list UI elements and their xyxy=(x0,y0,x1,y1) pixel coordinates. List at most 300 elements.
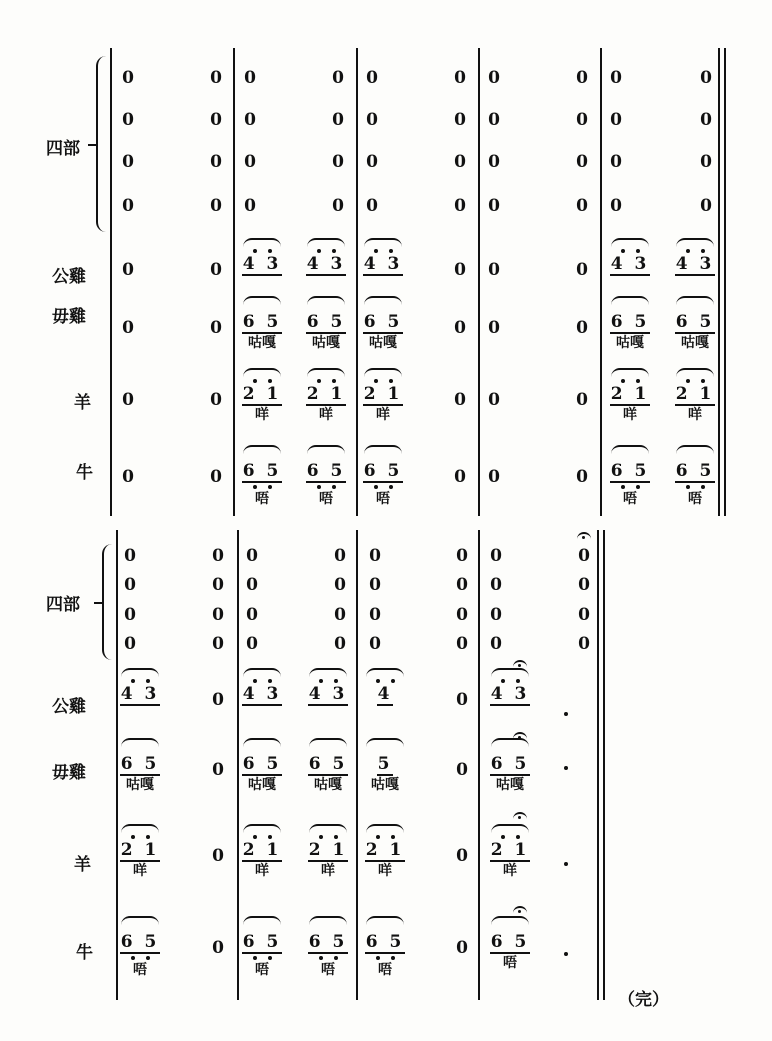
lyric: 咕嘎 xyxy=(616,335,644,351)
note-digits: 6 5 xyxy=(610,312,650,332)
rest-zero: 0 xyxy=(366,68,378,88)
slur xyxy=(364,368,402,377)
rest-zero: 0 xyxy=(700,196,712,216)
rest-zero: 0 xyxy=(122,68,134,88)
rest-zero: 0 xyxy=(246,546,258,566)
note-digits: 4 3 xyxy=(242,684,282,704)
lyric: 唔 xyxy=(503,955,517,971)
rest-zero: 0 xyxy=(488,467,500,487)
rest-zero: 0 xyxy=(456,690,468,710)
rest-zero: 0 xyxy=(576,196,588,216)
rest-zero: 0 xyxy=(490,634,502,654)
ending-mark: （完） xyxy=(618,990,669,1010)
rest-zero: 0 xyxy=(122,260,134,280)
rest-zero: 0 xyxy=(212,846,224,866)
lyric: 唔 xyxy=(255,962,269,978)
note-cell xyxy=(238,238,286,276)
rest-zero: 0 xyxy=(700,152,712,172)
note-digits: 6 5 xyxy=(490,754,530,774)
rooster-label: 公雞 xyxy=(52,267,86,287)
note-cell xyxy=(304,824,352,880)
rest-zero: 0 xyxy=(490,575,502,595)
note-digits: 6 5 xyxy=(306,461,346,481)
note-cell xyxy=(238,738,286,794)
lyric: 唔 xyxy=(688,491,702,507)
rest-zero: 0 xyxy=(454,260,466,280)
lyric: 咩 xyxy=(623,407,637,423)
note-digits: 4 3 xyxy=(610,254,650,274)
slur xyxy=(611,296,649,305)
rest-zero: 0 xyxy=(122,152,134,172)
slur xyxy=(676,296,714,305)
rest-zero: 0 xyxy=(246,605,258,625)
rest-zero: 0 xyxy=(369,575,381,595)
note-cell xyxy=(302,368,350,424)
rest-zero: 0 xyxy=(212,938,224,958)
rest-zero: 0 xyxy=(488,390,500,410)
lyric: 咩 xyxy=(503,863,517,879)
lyric: 咕嘎 xyxy=(126,777,154,793)
note-cell xyxy=(486,668,534,706)
note-digits: 2 1 xyxy=(363,384,403,404)
lyric: 咕嘎 xyxy=(248,777,276,793)
four-parts-label: 四部 xyxy=(46,139,80,159)
rest-zero: 0 xyxy=(244,196,256,216)
barline xyxy=(110,48,112,516)
slur xyxy=(676,445,714,454)
octave-dots-above xyxy=(131,677,150,684)
rest-zero: 0 xyxy=(488,196,500,216)
slur xyxy=(307,445,345,454)
slur xyxy=(364,238,402,247)
rest-zero: 0 xyxy=(456,938,468,958)
note-digits: 4 3 xyxy=(363,254,403,274)
rest-zero: 0 xyxy=(578,575,590,595)
note-cell xyxy=(116,824,164,880)
octave-dots-above xyxy=(253,833,272,840)
note-digits: 6 5 xyxy=(242,461,282,481)
slur xyxy=(364,445,402,454)
note-cell xyxy=(671,445,719,508)
note-digits: 4 3 xyxy=(120,684,160,704)
note-digits: 4 3 xyxy=(306,254,346,274)
note-cell xyxy=(361,916,409,979)
cow-label: 牛 xyxy=(76,943,93,963)
octave-dots-above xyxy=(319,677,338,684)
lyric: 唔 xyxy=(255,491,269,507)
rest-zero: 0 xyxy=(122,467,134,487)
note-digits: 2 1 xyxy=(242,384,282,404)
note-digits: 6 5 xyxy=(363,312,403,332)
slur xyxy=(243,738,281,747)
rest-zero: 0 xyxy=(332,196,344,216)
octave-dots-above xyxy=(686,247,705,254)
note-cell xyxy=(238,368,286,424)
rest-zero: 0 xyxy=(578,605,590,625)
dot xyxy=(564,712,568,716)
rest-zero: 0 xyxy=(700,68,712,88)
rest-zero: 0 xyxy=(332,68,344,88)
note-cell xyxy=(238,296,286,352)
lyric: 咕嘎 xyxy=(312,335,340,351)
rest-zero: 0 xyxy=(488,68,500,88)
octave-dots-above xyxy=(686,377,705,384)
lyric: 唔 xyxy=(319,491,333,507)
note-digits: 6 5 xyxy=(365,932,405,952)
rest-zero: 0 xyxy=(578,634,590,654)
rest-zero: 0 xyxy=(366,196,378,216)
rest-zero: 0 xyxy=(369,634,381,654)
rest-zero: 0 xyxy=(332,110,344,130)
rest-zero: 0 xyxy=(124,546,136,566)
barline xyxy=(356,48,358,516)
octave-dots-above xyxy=(319,833,338,840)
rest-zero: 0 xyxy=(578,546,590,566)
note-cell xyxy=(359,238,407,276)
octave-dots-below xyxy=(317,483,336,490)
note-digits: 6 5 xyxy=(242,754,282,774)
rest-zero: 0 xyxy=(488,318,500,338)
octave-dots-above xyxy=(621,377,640,384)
fermata xyxy=(577,532,591,542)
rest-zero: 0 xyxy=(246,634,258,654)
note-digits: 6 5 xyxy=(242,312,282,332)
slur xyxy=(309,824,347,833)
note-digits: 6 5 xyxy=(675,312,715,332)
note-digits: 2 1 xyxy=(365,840,405,860)
note-cell xyxy=(606,445,654,508)
note-cell xyxy=(359,445,407,508)
octave-dots-below xyxy=(686,483,705,490)
lyric: 咩 xyxy=(378,863,392,879)
note-digits: 6 5 xyxy=(675,461,715,481)
lyric: 唔 xyxy=(378,962,392,978)
rest-zero: 0 xyxy=(576,318,588,338)
rest-zero: 0 xyxy=(454,318,466,338)
rest-zero: 0 xyxy=(124,634,136,654)
rest-zero: 0 xyxy=(456,575,468,595)
note-cell xyxy=(361,668,409,706)
lyric: 咩 xyxy=(255,863,269,879)
note-cell xyxy=(304,668,352,706)
note-digits: 2 1 xyxy=(120,840,160,860)
rest-zero: 0 xyxy=(454,467,466,487)
slur xyxy=(243,445,281,454)
octave-dots-below xyxy=(253,483,272,490)
note-digits: 2 1 xyxy=(675,384,715,404)
rest-zero: 0 xyxy=(490,546,502,566)
sheep-label: 羊 xyxy=(74,855,91,875)
slur xyxy=(676,238,714,247)
rest-zero: 0 xyxy=(576,260,588,280)
note-cell xyxy=(238,668,286,706)
note-cell xyxy=(116,738,164,794)
note-cell xyxy=(302,238,350,276)
octave-dots-above xyxy=(376,833,395,840)
note-cell xyxy=(238,916,286,979)
note-cell xyxy=(302,296,350,352)
slur xyxy=(307,296,345,305)
rest-zero: 0 xyxy=(210,152,222,172)
octave-dots-above xyxy=(317,377,336,384)
slur xyxy=(309,668,347,677)
brace xyxy=(102,544,112,660)
slur xyxy=(307,238,345,247)
rest-zero: 0 xyxy=(212,546,224,566)
rest-zero: 0 xyxy=(576,152,588,172)
lyric: 咕嘎 xyxy=(248,335,276,351)
note-digits: 4 3 xyxy=(308,684,348,704)
rest-zero: 0 xyxy=(456,605,468,625)
note-cell xyxy=(486,738,534,794)
note-cell xyxy=(671,368,719,424)
barline xyxy=(478,530,480,1000)
lyric: 咕嘎 xyxy=(496,777,524,793)
slur xyxy=(121,738,159,747)
lyric: 咩 xyxy=(321,863,335,879)
rest-zero: 0 xyxy=(369,605,381,625)
lyric: 唔 xyxy=(376,491,390,507)
octave-dots-above xyxy=(501,833,520,840)
note-cell xyxy=(359,296,407,352)
brace xyxy=(96,56,106,232)
lyric: 唔 xyxy=(623,491,637,507)
octave-dots-below xyxy=(319,954,338,961)
barline xyxy=(597,530,599,1000)
slur xyxy=(366,824,404,833)
note-digits: 4 3 xyxy=(490,684,530,704)
note-cell xyxy=(486,916,534,972)
note-digits: 4 xyxy=(377,684,393,704)
cow-label: 牛 xyxy=(76,463,93,483)
lyric: 咩 xyxy=(133,863,147,879)
rest-zero: 0 xyxy=(212,634,224,654)
note-digits: 2 1 xyxy=(490,840,530,860)
slur xyxy=(491,824,529,833)
hen-label: 毋雞 xyxy=(52,763,86,783)
note-digits: 6 5 xyxy=(306,312,346,332)
fermata xyxy=(513,732,527,742)
note-cell xyxy=(238,824,286,880)
brace-tip xyxy=(94,602,102,604)
lyric: 咕嘎 xyxy=(371,777,399,793)
note-digits: 6 5 xyxy=(120,754,160,774)
rooster-label: 公雞 xyxy=(52,697,86,717)
note-cell xyxy=(116,916,164,979)
lyric: 唔 xyxy=(133,962,147,978)
rest-zero: 0 xyxy=(456,546,468,566)
note-cell xyxy=(304,916,352,979)
rest-zero: 0 xyxy=(366,110,378,130)
lyric: 咩 xyxy=(319,407,333,423)
rest-zero: 0 xyxy=(610,110,622,130)
note-cell xyxy=(671,296,719,352)
note-cell xyxy=(238,445,286,508)
rest-zero: 0 xyxy=(576,68,588,88)
rest-zero: 0 xyxy=(454,152,466,172)
note-digits: 2 1 xyxy=(242,840,282,860)
rest-zero: 0 xyxy=(332,152,344,172)
rest-zero: 0 xyxy=(454,390,466,410)
note-cell xyxy=(606,296,654,352)
rest-zero: 0 xyxy=(334,605,346,625)
note-digits: 2 1 xyxy=(610,384,650,404)
rest-zero: 0 xyxy=(488,110,500,130)
dot xyxy=(564,952,568,956)
slur xyxy=(611,445,649,454)
sheep-label: 羊 xyxy=(74,393,91,413)
slur xyxy=(121,668,159,677)
octave-dots-above xyxy=(253,377,272,384)
rest-zero: 0 xyxy=(610,152,622,172)
note-digits: 4 3 xyxy=(675,254,715,274)
octave-dots-above xyxy=(621,247,640,254)
slur xyxy=(364,296,402,305)
rest-zero: 0 xyxy=(490,605,502,625)
dot xyxy=(564,862,568,866)
fermata xyxy=(513,812,527,822)
rest-zero: 0 xyxy=(456,846,468,866)
slur xyxy=(243,296,281,305)
slur xyxy=(243,668,281,677)
octave-dots-below xyxy=(131,954,150,961)
lyric: 咕嘎 xyxy=(369,335,397,351)
octave-dots-above xyxy=(131,833,150,840)
barline xyxy=(233,48,235,516)
slur xyxy=(243,368,281,377)
rest-zero: 0 xyxy=(334,546,346,566)
note-digits: 6 5 xyxy=(308,932,348,952)
note-cell xyxy=(606,368,654,424)
barline xyxy=(478,48,480,516)
slur xyxy=(491,916,529,925)
rest-zero: 0 xyxy=(212,760,224,780)
slur xyxy=(243,824,281,833)
rest-zero: 0 xyxy=(610,196,622,216)
rest-zero: 0 xyxy=(488,260,500,280)
rest-zero: 0 xyxy=(124,605,136,625)
note-digits: 2 1 xyxy=(308,840,348,860)
four-parts-label: 四部 xyxy=(46,595,80,615)
lyric: 咩 xyxy=(688,407,702,423)
rest-zero: 0 xyxy=(244,68,256,88)
note-digits: 2 1 xyxy=(306,384,346,404)
rest-zero: 0 xyxy=(122,110,134,130)
note-cell xyxy=(606,238,654,276)
lyric: 唔 xyxy=(321,962,335,978)
rest-zero: 0 xyxy=(244,152,256,172)
octave-dots-above xyxy=(253,677,272,684)
slur xyxy=(121,916,159,925)
note-cell xyxy=(304,738,352,794)
brace-tip xyxy=(88,144,96,146)
lyric: 咕嘎 xyxy=(681,335,709,351)
slur xyxy=(121,824,159,833)
rest-zero: 0 xyxy=(210,390,222,410)
note-cell xyxy=(116,668,164,706)
note-digits: 6 5 xyxy=(242,932,282,952)
octave-dots-above xyxy=(253,247,272,254)
rest-zero: 0 xyxy=(122,390,134,410)
note-digits: 6 5 xyxy=(610,461,650,481)
note-digits: 5 xyxy=(377,754,393,774)
rest-zero: 0 xyxy=(212,605,224,625)
rest-zero: 0 xyxy=(210,318,222,338)
slur xyxy=(309,916,347,925)
note-cell xyxy=(671,238,719,276)
slur xyxy=(366,738,404,747)
rest-zero: 0 xyxy=(576,110,588,130)
lyric: 咩 xyxy=(376,407,390,423)
rest-zero: 0 xyxy=(456,634,468,654)
rest-zero: 0 xyxy=(366,152,378,172)
note-cell xyxy=(486,824,534,880)
slur xyxy=(366,668,404,677)
rest-zero: 0 xyxy=(210,260,222,280)
octave-dots-below xyxy=(621,483,640,490)
slur xyxy=(611,238,649,247)
rest-zero: 0 xyxy=(210,68,222,88)
rest-zero: 0 xyxy=(122,196,134,216)
rest-zero: 0 xyxy=(244,110,256,130)
note-digits: 6 5 xyxy=(308,754,348,774)
hen-label: 毋雞 xyxy=(52,307,86,327)
rest-zero: 0 xyxy=(456,760,468,780)
rest-zero: 0 xyxy=(610,68,622,88)
barline xyxy=(724,48,726,516)
octave-dots-above xyxy=(374,247,393,254)
rest-zero: 0 xyxy=(576,467,588,487)
note-digits: 6 5 xyxy=(120,932,160,952)
octave-dots-above xyxy=(501,677,520,684)
rest-zero: 0 xyxy=(488,152,500,172)
note-digits: 6 5 xyxy=(490,932,530,952)
note-cell xyxy=(361,738,409,794)
rest-zero: 0 xyxy=(369,546,381,566)
lyric: 咩 xyxy=(255,407,269,423)
rest-zero: 0 xyxy=(334,575,346,595)
slur xyxy=(307,368,345,377)
fermata xyxy=(513,660,527,670)
rest-zero: 0 xyxy=(576,390,588,410)
rest-zero: 0 xyxy=(210,467,222,487)
rest-zero: 0 xyxy=(334,634,346,654)
rest-zero: 0 xyxy=(454,110,466,130)
rest-zero: 0 xyxy=(246,575,258,595)
rest-zero: 0 xyxy=(124,575,136,595)
slur xyxy=(309,738,347,747)
rest-zero: 0 xyxy=(454,196,466,216)
slur xyxy=(366,916,404,925)
lyric: 咕嘎 xyxy=(314,777,342,793)
rest-zero: 0 xyxy=(700,110,712,130)
rest-zero: 0 xyxy=(212,690,224,710)
barline xyxy=(356,530,358,1000)
octave-dots-below xyxy=(376,954,395,961)
rest-zero: 0 xyxy=(454,68,466,88)
slur xyxy=(243,916,281,925)
octave-dots-above xyxy=(376,677,395,684)
rest-zero: 0 xyxy=(122,318,134,338)
rest-zero: 0 xyxy=(210,110,222,130)
note-digits: 6 5 xyxy=(363,461,403,481)
note-cell xyxy=(361,824,409,880)
slur xyxy=(243,238,281,247)
dot xyxy=(564,766,568,770)
slur xyxy=(611,368,649,377)
barline xyxy=(600,48,602,516)
rest-zero: 0 xyxy=(210,196,222,216)
